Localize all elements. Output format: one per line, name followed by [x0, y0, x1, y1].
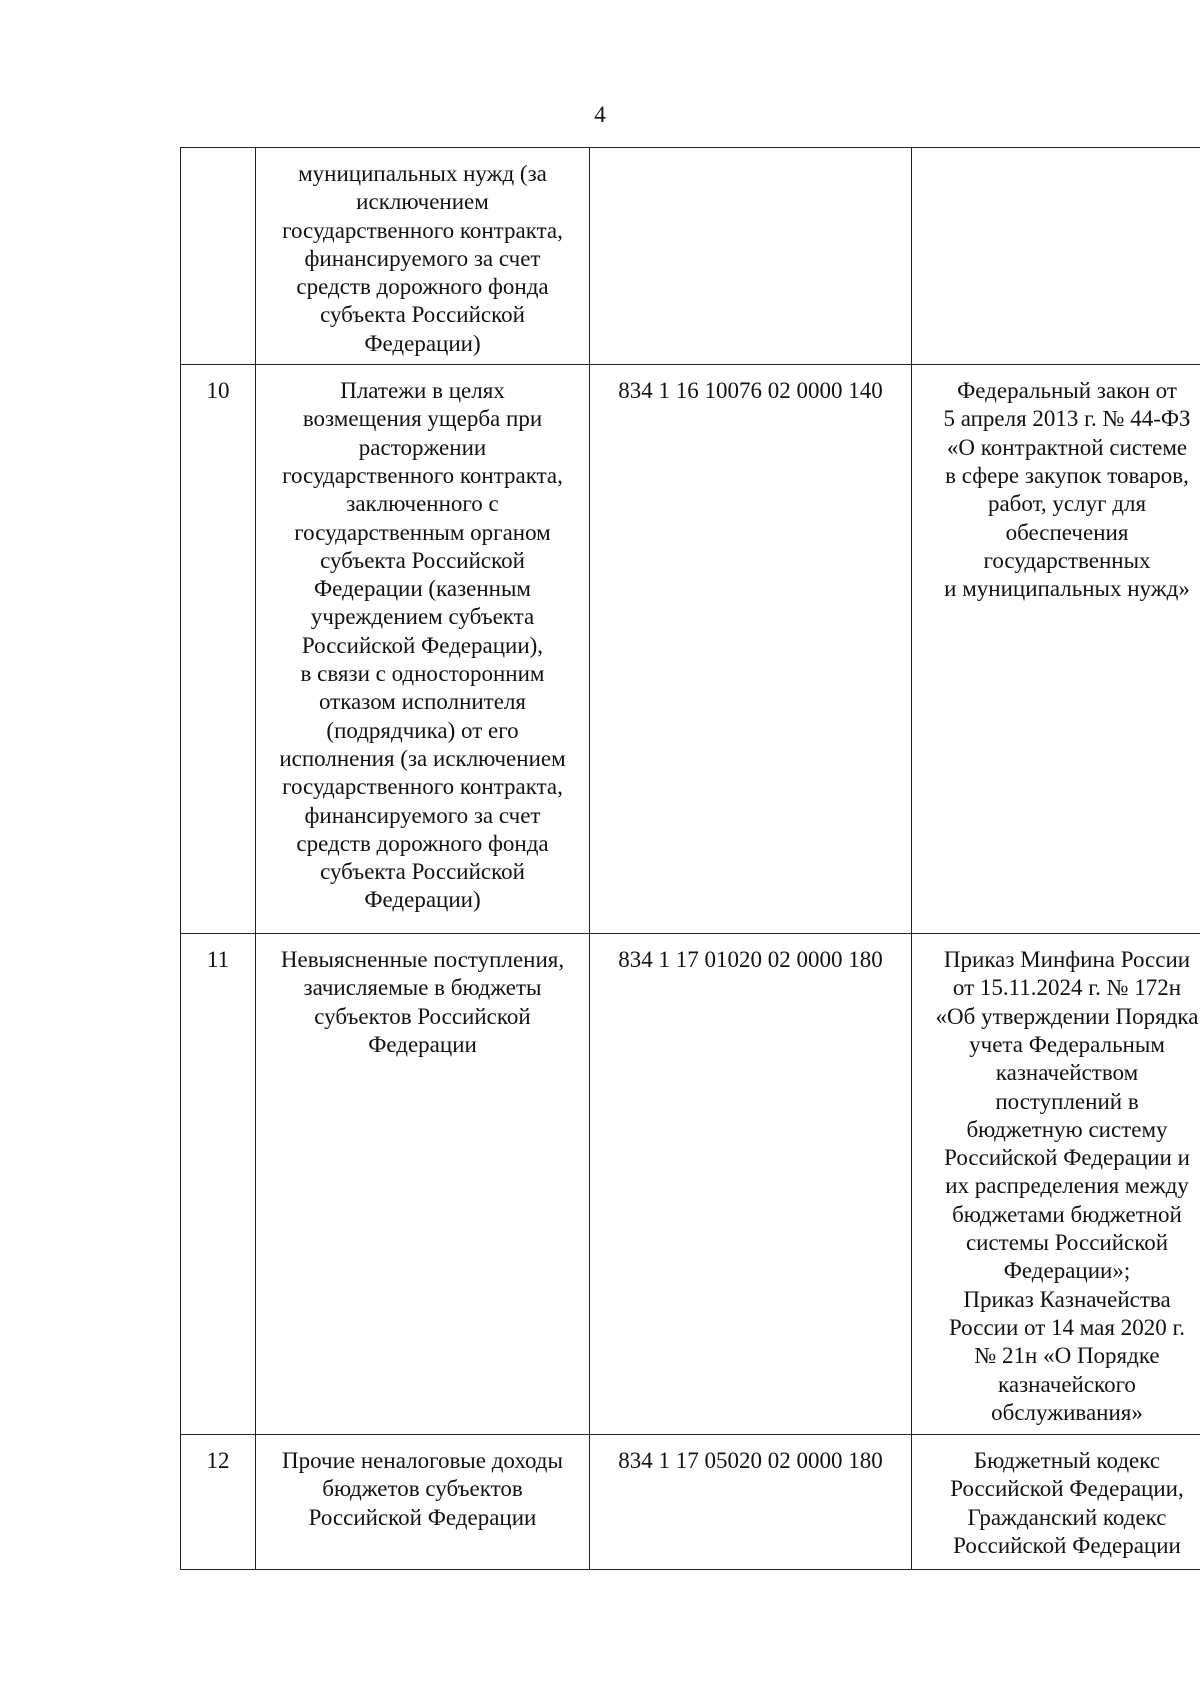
income-name-text: Платежи в целях возмещения ущерба при расторжении государственного контракта, заключенного с государственным органом субъекта Российской Федерации (казенным учреждением субъекта Российской Федерации), в связи с односторонним отказом исполнителя (подрядчика) от его исполнения (за исключением государственного контракта, финансируемого за счет средств дорожного фонда субъекта Российской Федерации): [279, 378, 566, 913]
table-row: [181, 148, 1200, 365]
income-name-cell: [256, 365, 590, 934]
budget-code-cell: [590, 365, 912, 934]
legal-basis-text: Приказ Минфина России от 15.11.2024 г. № 172н «Об утверждении Порядка учета Федеральным казначейством поступлений в бюджетную систему Российской Федерации и их распределения между бюджетами бюджетной системы Российской Федерации»; Приказ Казначейства России от 14 мая 2020 г. № 21н «О Порядке казначейского обслуживания»: [935, 947, 1199, 1425]
legal-basis-cell: [912, 148, 1200, 365]
budget-code-cell: [590, 1435, 912, 1570]
row-number-cell: 11: [181, 934, 256, 1435]
table-row: [181, 934, 1200, 1435]
budget-code-cell: [590, 934, 912, 1435]
page-number: 4: [594, 102, 606, 127]
row-number-cell: 10: [181, 365, 256, 934]
income-name-text: Невыясненные поступления, зачисляемые в бюджеты субъектов Российской Федерации: [280, 947, 565, 1057]
income-name-cell: [256, 934, 590, 1435]
income-name-text: муниципальных нужд (за исключением государственного контракта, финансируемого за счет средств дорожного фонда субъекта Российской Федерации): [282, 161, 563, 356]
legal-basis-text: Федеральный закон от 5 апреля 2013 г. № 44-ФЗ «О контрактной системе в сфере закупок товаров, работ, услуг для обеспечения государственных и муниципальных нужд»: [943, 378, 1191, 602]
legal-basis-cell: [912, 365, 1200, 934]
table-row: [181, 365, 1200, 934]
legal-basis-cell: [912, 1435, 1200, 1570]
income-name-cell: [256, 148, 590, 365]
budget-code-text: 834 1 17 01020 02 0000 180: [618, 947, 883, 973]
budget-code-text: 834 1 16 10076 02 0000 140: [618, 378, 883, 404]
income-name-cell: [256, 1435, 590, 1570]
table-row: [181, 1435, 1200, 1570]
legal-basis-text: Бюджетный кодекс Российской Федерации, Гражданский кодекс Российской Федерации: [950, 1448, 1184, 1558]
budget-code-text: 834 1 17 05020 02 0000 180: [618, 1448, 883, 1474]
legal-basis-cell: [912, 934, 1200, 1435]
income-name-text: Прочие неналоговые доходы бюджетов субъектов Российской Федерации: [282, 1448, 563, 1530]
budget-code-cell: [590, 148, 912, 365]
revenue-table: [180, 147, 1200, 1570]
row-number-cell: [181, 148, 256, 365]
row-number-cell: 12: [181, 1435, 256, 1570]
